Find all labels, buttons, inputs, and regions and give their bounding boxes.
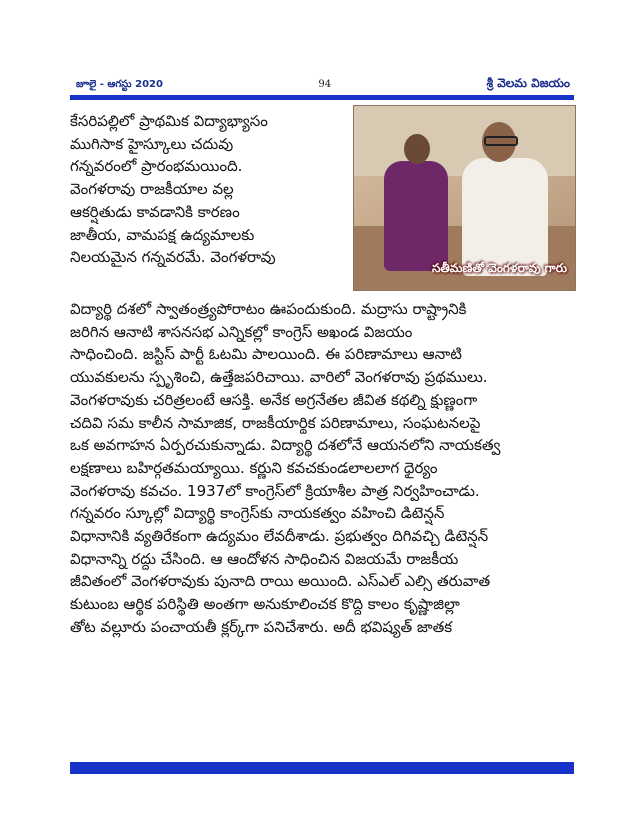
text-line: వెంగళరావు రాజకీయాల వల్ల bbox=[70, 180, 234, 199]
text-line: చదివి సమ కాలీన సామాజిక, రాజకీయార్థిక పరిణామాలు, సంఘటనలపై bbox=[70, 413, 481, 432]
text-line: గన్నవరం స్కూల్లో విద్యార్థి కాంగ్రెస్‌కు నాయకత్వం వహించి డిటెన్షన్ bbox=[70, 504, 445, 523]
text-line: ఒక అవగాహన ఏర్పరచుకున్నాడు. విద్యార్థి దశలోనే ఆయనలోని నాయకత్వ bbox=[70, 436, 501, 455]
text-line: ముగిసాక హైస్కూలు చదువు bbox=[70, 134, 234, 153]
text-line: గన్నవరంలో ప్రారంభమయింది. bbox=[70, 157, 243, 176]
footer-rule bbox=[70, 762, 574, 774]
page-header bbox=[70, 74, 574, 95]
text-line: వెంగళరావు కవచం. 1937లో కాంగ్రెస్‌లో క్రియాశీల పాత్ర నిర్వహించాడు. bbox=[70, 481, 480, 500]
issue-date: జూలై - ఆగస్టు 2020 bbox=[76, 78, 163, 90]
text-line: కేసరిపల్లిలో ప్రాథమిక విద్యాభ్యాసం bbox=[70, 112, 268, 130]
couple-photo bbox=[353, 105, 576, 291]
magazine-page bbox=[70, 74, 574, 774]
text-line: కుటుంబ ఆర్థిక పరిస్థితి అంతగా అనుకూలించక కొద్ది కాలం కృష్ణాజిల్లా bbox=[70, 595, 460, 614]
text-line: సాధించింది. జస్టిస్ పార్టీ ఓటమి పాలయింది. ఈ పరిణామాలు ఆనాటి bbox=[70, 345, 462, 364]
text-line: జాతీయ, వామపక్ష ఉద్యమాలకు bbox=[70, 225, 255, 244]
photo-woman-head bbox=[404, 134, 430, 164]
text-line: తోట వల్లూరు పంచాయతీ క్లర్క్‌గా పనిచేశారు. అదీ భవిష్యత్ జాతక bbox=[70, 617, 453, 636]
photo-glasses bbox=[484, 136, 518, 146]
page-number: 94 bbox=[318, 79, 332, 90]
photo-man-figure bbox=[462, 158, 548, 276]
text-line: జరిగిన ఆనాటి శాసనసభ ఎన్నికల్లో కాంగ్రెస్ అఖండ విజయం bbox=[70, 322, 413, 341]
text-line: విద్యార్థి దశలో స్వాతంత్ర్యపోరాటం ఊపందుకుంది. మద్రాసు రాష్ట్రానికి bbox=[70, 300, 467, 318]
photo-woman-figure bbox=[384, 161, 448, 271]
text-line: యువకులను స్పృశించి, ఉత్తేజపరిచాయి. వారిలో వెంగళరావు ప్రథములు. bbox=[70, 368, 488, 387]
text-line: విధానానికి వ్యతిరేకంగా ఉద్యమం లేవదీశాడు. ప్రభుత్వం దిగివచ్చి డిటెన్షన్ bbox=[70, 527, 489, 546]
text-line: జీవితంలో వెంగళరావుకు పునాది రాయి అయింది. ఎస్ఎల్ ఎల్సి తరువాత bbox=[70, 572, 491, 591]
text-line: విధానాన్ని రద్దు చేసింది. ఆ ఆందోళన సాధించిన విజయమే రాజకీయ bbox=[70, 549, 459, 568]
article-column-text bbox=[70, 110, 348, 269]
text-line: లక్షణాలు బహిర్గతమయ్యాయి. కర్ణుని కవచకుండలాలలాగ ధైర్యం bbox=[70, 458, 438, 477]
header-rule bbox=[70, 95, 574, 100]
text-line: ఆకర్షితుడు కావడానికి కారణం bbox=[70, 202, 240, 221]
text-line: వెంగళరావుకు చరిత్రలంటే ఆసక్తి. అనేక అగ్రనేతల జీవిత కథల్ని క్షుణ్ణంగా bbox=[70, 390, 478, 409]
photo-caption: సతీమణితో వెంగళరావు గారు bbox=[431, 261, 567, 275]
article-body-text bbox=[70, 298, 574, 639]
text-line: నిలయమైన గన్నవరమే. వెంగళరావు bbox=[70, 248, 276, 267]
magazine-title: శ్రీ వెలమ విజయం bbox=[486, 76, 570, 90]
